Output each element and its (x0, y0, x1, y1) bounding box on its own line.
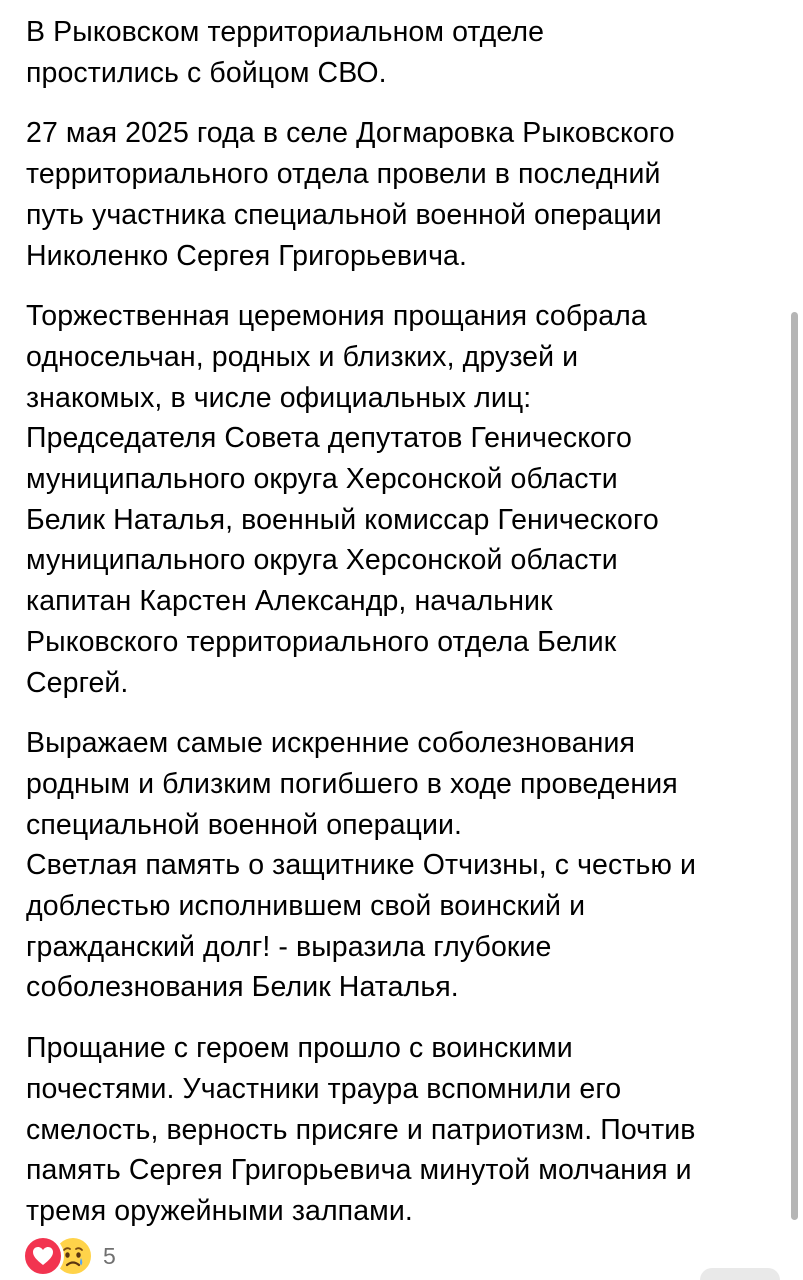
text-line: капитан Карстен Александр, начальник (26, 585, 553, 618)
text-line: соболезнования Белик Наталья. (26, 971, 459, 1004)
text-line: муниципального округа Херсонской области (26, 463, 618, 496)
post-body (26, 12, 791, 1252)
vertical-scrollbar[interactable] (791, 312, 798, 1220)
heart-icon (32, 1246, 54, 1266)
text-line: муниципального округа Херсонской области (26, 544, 618, 577)
text-line: Светлая память о защитнике Отчизны, с честью и (26, 849, 696, 882)
text-line: Николенко Сергея Григорьевича. (26, 239, 467, 272)
text-line: почестями. Участники траура вспомнили его (26, 1072, 622, 1105)
post-paragraph-5 (26, 1028, 791, 1232)
text-line: простились с бойцом СВО. (26, 56, 387, 89)
text-line: родным и близким погибшего в ходе проведения (26, 767, 678, 800)
text-line: путь участника специальной военной операции (26, 198, 662, 231)
text-line: 27 мая 2025 года в селе Догмаровка Рыковского (26, 117, 675, 150)
post-paragraph-4 (26, 723, 791, 1008)
text-line: Сергей. (26, 666, 129, 699)
text-line: смелость, верность присяге и патриотизм. Почтив (26, 1113, 696, 1146)
post-paragraph-3 (26, 296, 791, 703)
text-line: В Рыковском территориальном отделе (26, 16, 545, 48)
text-line: доблестью исполнившем свой воинский и (26, 890, 586, 923)
text-line: Белик Наталья, военный комиссар Генического (26, 503, 659, 536)
text-line: Выражаем самые искренние соболезнования (26, 727, 636, 760)
post-paragraph-2 (26, 113, 791, 276)
text-line: территориального отдела провели в последний (26, 158, 661, 191)
text-line: односельчан, родных и близких, друзей и (26, 340, 579, 373)
text-line: память Сергея Григорьевича минутой молчания и (26, 1154, 692, 1187)
next-item-edge (700, 1268, 780, 1280)
reaction-count[interactable]: 5 (103, 1242, 116, 1269)
text-line: специальной военной операции. (26, 808, 463, 841)
text-line: гражданский долг! - выразила глубокие (26, 930, 552, 963)
post-paragraph-1 (26, 12, 791, 93)
text-line: Торжественная церемония прощания собрала (26, 300, 647, 333)
heart-reaction-icon[interactable] (22, 1235, 64, 1277)
reactions-bar[interactable] (22, 1236, 116, 1276)
text-line: Рыковского территориального отдела Белик (26, 625, 617, 658)
text-line: Председателя Совета депутатов Генического (26, 422, 632, 455)
text-line: тремя оружейными залпами. (26, 1194, 413, 1227)
text-line: знакомых, в числе официальных лиц: (26, 381, 532, 414)
text-line: Прощание с героем прошло с воинскими (26, 1032, 573, 1065)
